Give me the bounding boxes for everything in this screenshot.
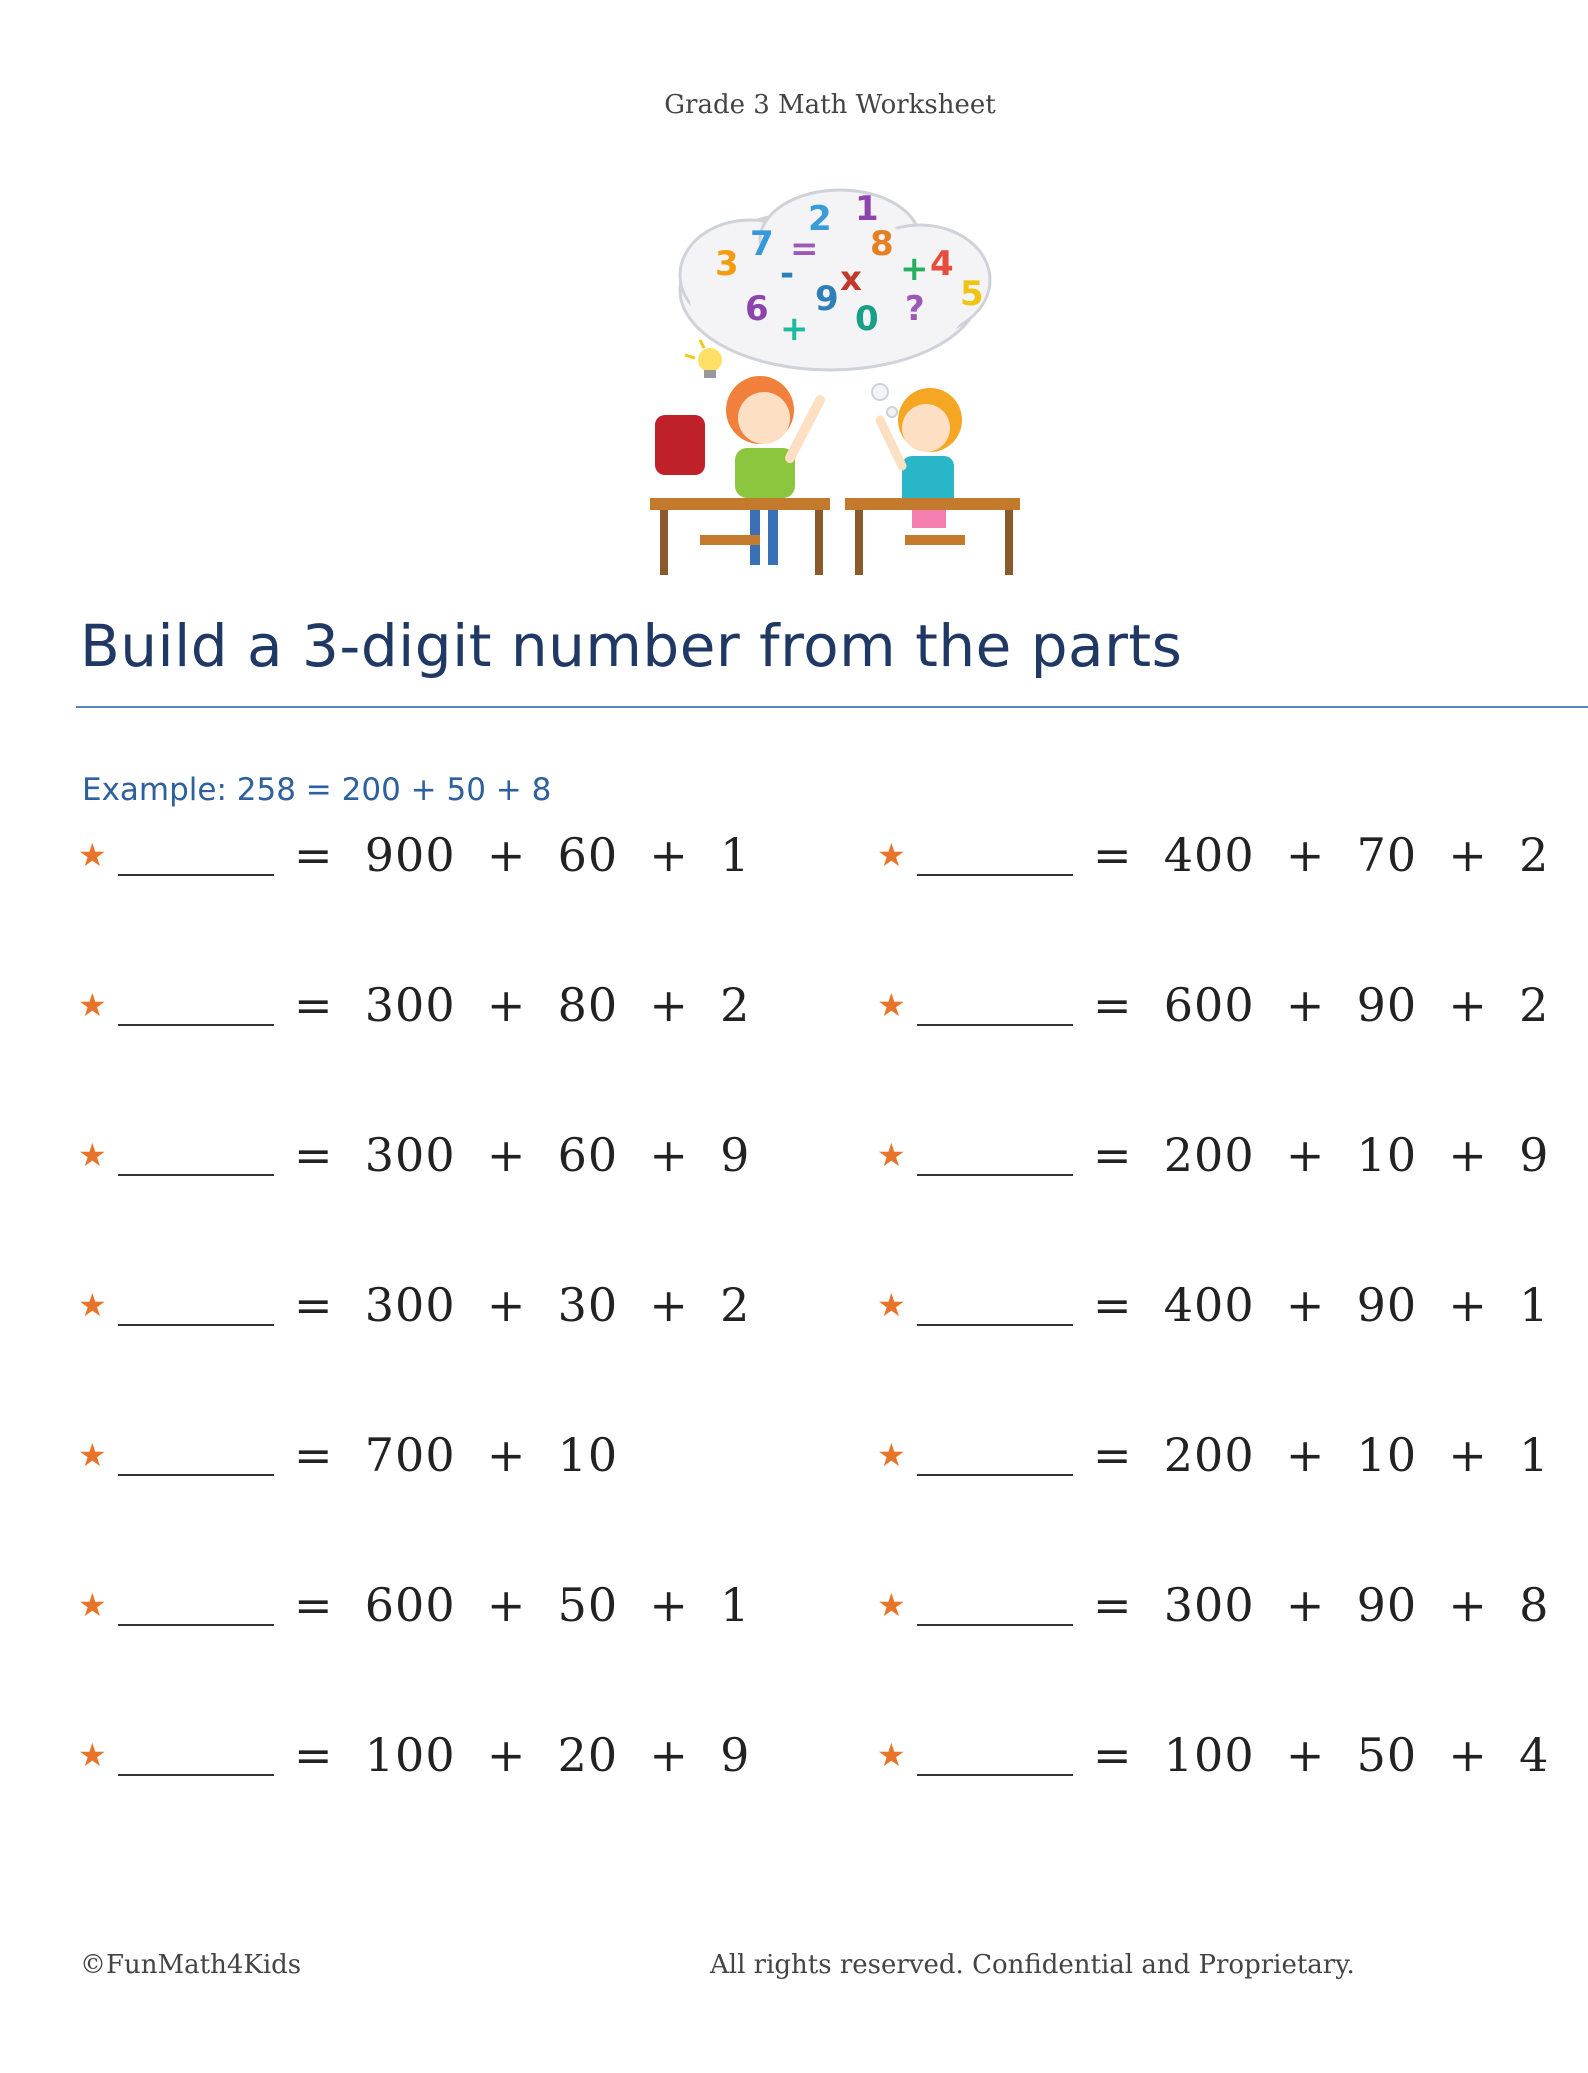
cloud-symbol: -: [780, 254, 795, 294]
cloud-symbol: 1: [855, 189, 879, 229]
cloud-symbol: ?: [905, 289, 925, 329]
problem-expression: = 700 + 10: [294, 1428, 619, 1482]
problem-expression: = 300 + 90 + 8: [1093, 1578, 1550, 1632]
worksheet-header: Grade 3 Math Worksheet: [664, 90, 996, 120]
star-icon: ★: [78, 836, 107, 874]
example-text: Example: 258 = 200 + 50 + 8: [82, 772, 552, 808]
problem-expression: = 100 + 50 + 4: [1093, 1728, 1550, 1782]
problem-expression: = 300 + 30 + 2: [294, 1278, 751, 1332]
problem-row: [877, 972, 1549, 1032]
star-icon: ★: [877, 1736, 906, 1774]
answer-blank[interactable]: [118, 1172, 274, 1176]
problem-row: [78, 1722, 750, 1782]
answer-blank[interactable]: [118, 872, 274, 876]
star-icon: ★: [877, 986, 906, 1024]
star-icon: ★: [78, 1136, 107, 1174]
problem-row: [877, 822, 1549, 882]
answer-blank[interactable]: [917, 1772, 1073, 1776]
problem-row: [877, 1722, 1549, 1782]
problem-expression: = 200 + 10 + 9: [1093, 1128, 1550, 1182]
problem-row: [78, 1572, 750, 1632]
title-divider: [76, 706, 1588, 708]
problem-row: [877, 1572, 1549, 1632]
star-icon: ★: [877, 1286, 906, 1324]
cloud-symbol: 0: [855, 299, 879, 339]
footer-rights: All rights reserved. Confidential and Proprietary.: [710, 1950, 1355, 1980]
cloud-symbol: 3: [715, 244, 739, 284]
problem-row: [78, 1122, 750, 1182]
desks: [650, 498, 1020, 575]
star-icon: ★: [78, 1586, 107, 1624]
cloud-symbol: 7: [750, 224, 774, 264]
cloud-symbol: x: [840, 259, 862, 299]
answer-blank[interactable]: [917, 872, 1073, 876]
answer-blank[interactable]: [917, 1322, 1073, 1326]
star-icon: ★: [877, 1436, 906, 1474]
cloud-symbol: 5: [960, 274, 984, 314]
problem-expression: = 900 + 60 + 1: [294, 828, 751, 882]
problem-row: [877, 1122, 1549, 1182]
answer-blank[interactable]: [118, 1622, 274, 1626]
cloud-symbol: +: [780, 309, 809, 349]
problem-expression: = 200 + 10 + 1: [1093, 1428, 1550, 1482]
problem-expression: = 400 + 90 + 1: [1093, 1278, 1550, 1332]
problem-row: [78, 822, 750, 882]
star-icon: ★: [78, 1286, 107, 1324]
cloud-symbol: 6: [745, 289, 769, 329]
star-icon: ★: [78, 1436, 107, 1474]
cloud-symbol: +: [900, 249, 929, 289]
problem-row: [78, 1272, 750, 1332]
lightbulb-icon: [685, 340, 722, 378]
problem-expression: = 400 + 70 + 2: [1093, 828, 1550, 882]
answer-blank[interactable]: [917, 1472, 1073, 1476]
footer-copyright: ©FunMath4Kids: [80, 1950, 302, 1980]
kids-thinking-illustration: [640, 180, 1020, 580]
cloud-symbol: =: [790, 229, 819, 269]
answer-blank[interactable]: [917, 1172, 1073, 1176]
problem-row: [877, 1272, 1549, 1332]
problem-expression: = 300 + 60 + 9: [294, 1128, 751, 1182]
worksheet-title: Build a 3-digit number from the parts: [80, 612, 1183, 680]
problem-row: [78, 972, 750, 1032]
star-icon: ★: [877, 1586, 906, 1624]
problem-expression: = 600 + 90 + 2: [1093, 978, 1550, 1032]
cloud-symbol: 4: [930, 244, 954, 284]
answer-blank[interactable]: [118, 1472, 274, 1476]
problem-row: [78, 1422, 618, 1482]
answer-blank[interactable]: [118, 1022, 274, 1026]
star-icon: ★: [877, 836, 906, 874]
problem-expression: = 100 + 20 + 9: [294, 1728, 751, 1782]
problem-row: [877, 1422, 1549, 1482]
problem-expression: = 600 + 50 + 1: [294, 1578, 751, 1632]
cloud-symbol: 8: [870, 224, 894, 264]
star-icon: ★: [78, 986, 107, 1024]
answer-blank[interactable]: [917, 1022, 1073, 1026]
star-icon: ★: [78, 1736, 107, 1774]
problem-expression: = 300 + 80 + 2: [294, 978, 751, 1032]
answer-blank[interactable]: [118, 1772, 274, 1776]
cloud-symbol: 9: [815, 279, 839, 319]
star-icon: ★: [877, 1136, 906, 1174]
cloud-symbol: 2: [808, 199, 832, 239]
answer-blank[interactable]: [118, 1322, 274, 1326]
answer-blank[interactable]: [917, 1622, 1073, 1626]
